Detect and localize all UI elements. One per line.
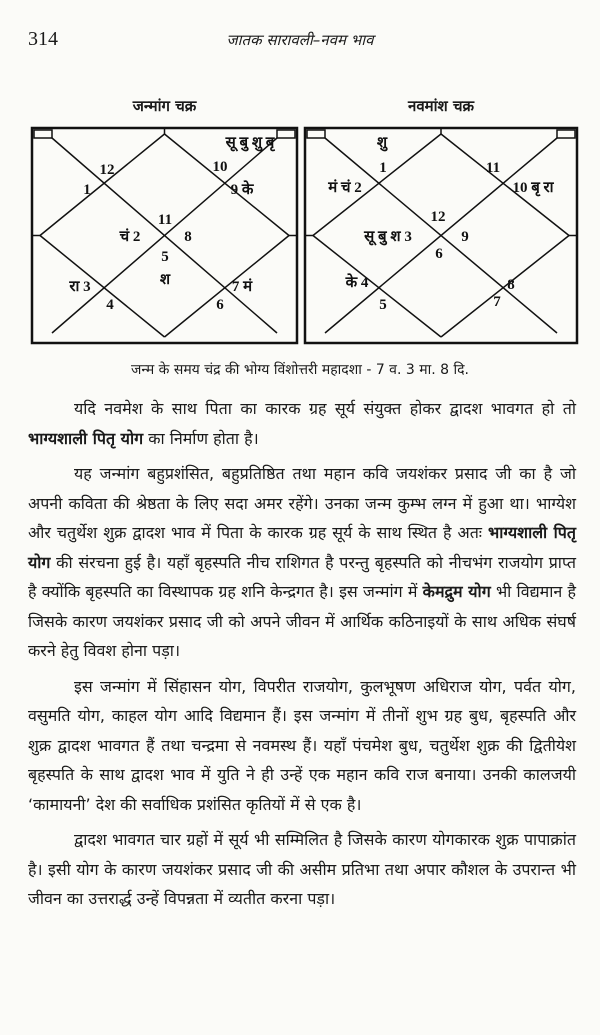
house-label: 9 <box>461 229 469 245</box>
bold-term: भाग्यशाली पितृ योग <box>28 428 144 448</box>
house-label: 8 <box>184 229 192 245</box>
house-label: 12 <box>430 209 446 225</box>
house-label: के 4 <box>345 275 369 291</box>
navamsh-chart <box>305 128 577 343</box>
house-label: 12 <box>99 162 115 178</box>
text-span: का निर्माण होता है। <box>143 428 259 448</box>
paragraph <box>28 672 576 820</box>
janmang-chart-title: जन्मांग चक्र <box>132 97 197 115</box>
house-label: 5 <box>161 249 169 265</box>
paragraph <box>28 459 576 666</box>
house-label: 9 के <box>230 182 254 198</box>
text-span: की संरचना हुई है। यहाँ बृहस्पति नीच राशिगत है परन्तु बृहस्पति को नीचभंग राजयोग प्राप्त है क्योंकि बृहस्पति का विस्थापक ग्रह शनि केन्द्रगत है। इस जन्मांग में <box>28 552 576 601</box>
chart-caption: जन्म के समय चंद्र की भोग्य विंशोत्तरी महादशा - 7 व. 3 मा. 8 दि. <box>130 362 469 378</box>
house-label: 11 <box>485 160 501 176</box>
janmang-chart <box>32 128 297 343</box>
corner-box <box>34 130 52 138</box>
bold-term: केमद्रुम योग <box>422 582 491 601</box>
house-label: मं चं 2 <box>328 180 362 196</box>
body-text <box>28 394 576 920</box>
running-title: जातक सारावली–नवम भाव <box>226 31 374 49</box>
corner-box <box>307 130 325 138</box>
house-label: रा 3 <box>69 279 91 295</box>
page-header <box>0 28 600 58</box>
house-label: 6 <box>216 297 224 313</box>
house-label: 4 <box>106 297 114 313</box>
house-label: सू बु शु बृ <box>225 135 275 151</box>
house-label: 7 <box>493 294 501 310</box>
house-label: 7 मं <box>231 279 253 295</box>
house-label: शु <box>376 135 388 151</box>
house-label: श <box>159 272 171 288</box>
house-label: 8 <box>507 277 515 293</box>
house-label: 11 <box>157 212 173 228</box>
corner-box <box>277 130 295 138</box>
text-span: यह जन्मांग बहुप्रशंसित, बहुप्रतिष्ठित तथा महान कवि जयशंकर प्रसाद जी का है जो अपनी कविता की श्रेष्ठता के लिए सदा अमर रहेंगे। उनका जन्म कुम्भ लग्न में हुआ था। भाग्येश और चतुर्थेश शुक्र द्वादश भाव में पिता के कारक ग्रह सूर्य के साथ स्थित है अतः <box>28 464 576 542</box>
house-label: 1 <box>83 182 91 198</box>
text-span: भी विद्यमान है जिसके कारण जयशंकर प्रसाद जी को अपने जीवन में आर्थिक कठिनाइयों के साथ अधिक संघर्ष करने हेतु विवश होना पड़ा। <box>28 582 576 660</box>
house-label: 5 <box>379 297 387 313</box>
house-label: 10 बृ रा <box>512 180 554 196</box>
page-number: 314 <box>28 28 58 50</box>
house-label: चं 2 <box>119 229 141 245</box>
text-span: द्वादश भावगत चार ग्रहों में सूर्य भी सम्मिलित है जिसके कारण योगकारक शुक्र पापाक्रांत है। इसी योग के कारण जयशंकर प्रसाद जी की असीम प्रतिभा तथा अपार कौशल के उपरान्त भी जीवन का उत्तरार्द्ध उन्हें विपन्नता में व्यतीत करना पड़ा। <box>28 830 576 908</box>
paragraph <box>28 394 576 453</box>
text-span: यदि नवमेश के साथ पिता का कारक ग्रह सूर्य संयुक्त होकर द्वादश भावगत हो तो <box>74 399 576 418</box>
house-label: 6 <box>435 246 443 262</box>
corner-box <box>557 130 575 138</box>
paragraph <box>28 825 576 914</box>
house-label: 10 <box>212 159 228 175</box>
bold-term: भाग्यशाली पितृ योग <box>28 523 576 572</box>
navamsh-chart-title: नवमांश चक्र <box>408 97 474 115</box>
house-label: सू बु श 3 <box>364 229 412 245</box>
house-label: 1 <box>379 160 387 176</box>
text-span: इस जन्मांग में सिंहासन योग, विपरीत राजयोग, कुलभूषण अधिराज योग, पर्वत योग, वसुमति योग, काहल योग आदि विद्यमान हैं। इस जन्मांग में तीनों शुभ ग्रह बुध, बृहस्पति और शुक्र द्वादश भावगत हैं तथा चन्द्रमा से नवमस्थ हैं। यहाँ पंचमेश बुध, चतुर्थेश शुक्र की द्वितीयेश बृहस्पति के साथ द्वादश भाव में युति ने ही उन्हें एक महान कवि राज बनाया। उनकी कालजयी ‘कामायनी’ देश की सर्वाधिक प्रशंसित कृतियों में से एक है। <box>28 676 576 814</box>
